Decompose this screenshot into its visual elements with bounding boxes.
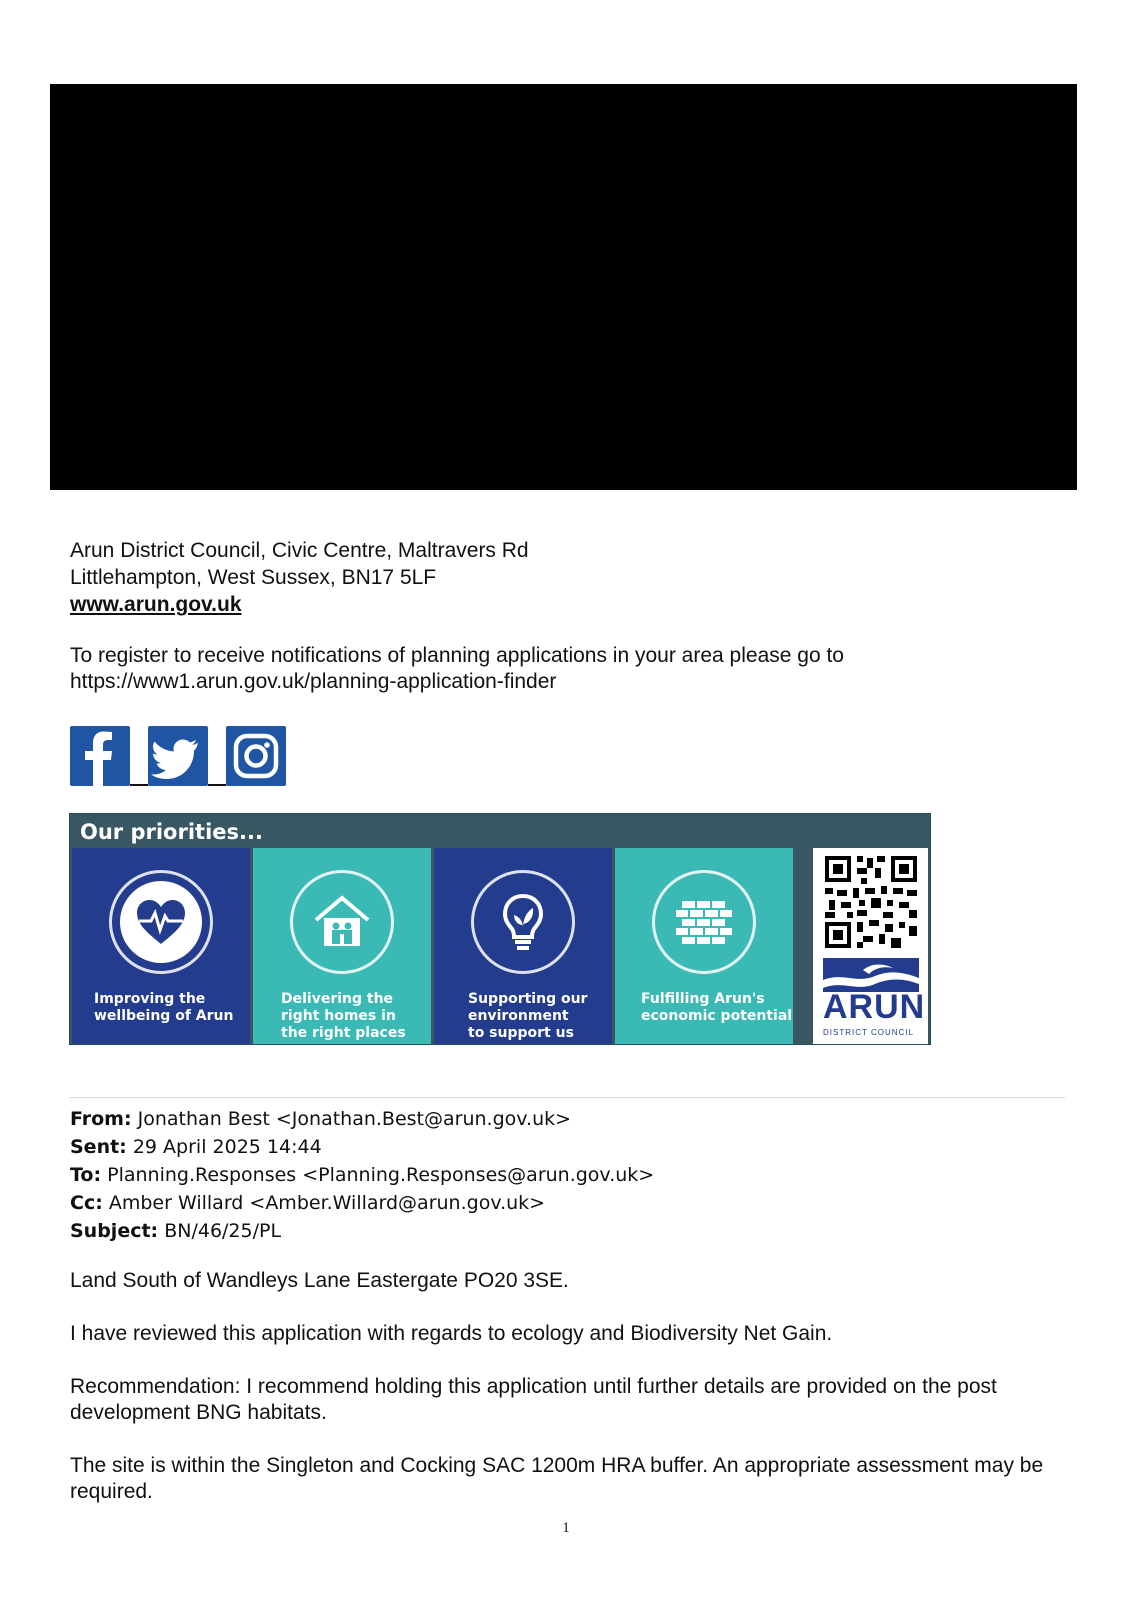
email-from: From: Jonathan Best <Jonathan.Best@arun.gov.uk>: [70, 1108, 572, 1130]
body-paragraph-2: I have reviewed this application with regards to ecology and Biodiversity Net Gain.: [70, 1322, 833, 1345]
body-paragraph-1: Land South of Wandleys Lane Eastergate PO20 3SE.: [70, 1269, 569, 1292]
priority-tile-economy: [615, 848, 793, 1044]
arun-logo-word: ARUN: [823, 988, 926, 1026]
priorities-banner: [69, 813, 931, 1045]
priority-tile-wellbeing: [72, 848, 250, 1044]
email-cc: Cc: Amber Willard <Amber.Willard@arun.gov.uk>: [70, 1192, 546, 1214]
arun-wave-logo-icon: [823, 958, 919, 992]
priority-label: Fulfilling Arun's economic potential: [641, 991, 793, 1024]
email-sent: Sent: 29 April 2025 14:44: [70, 1136, 322, 1158]
lightbulb-leaf-icon: [482, 881, 564, 963]
priority-label: Improving the wellbeing of Arun: [94, 991, 234, 1024]
email-header: [70, 1105, 654, 1245]
facebook-icon[interactable]: [70, 726, 130, 786]
instagram-icon[interactable]: [226, 726, 286, 786]
priority-tile-environment: [434, 848, 612, 1044]
planning-finder-link[interactable]: https://www1.arun.gov.uk/planning-application-finder: [70, 670, 557, 693]
priority-label: Delivering the right homes in the right places: [281, 991, 406, 1041]
priority-label: Supporting our environment to support us: [468, 991, 588, 1041]
qr-code-icon[interactable]: [823, 854, 919, 950]
email-subject: Subject: BN/46/25/PL: [70, 1220, 282, 1242]
page-number: 1: [562, 1520, 570, 1536]
priorities-title: Our priorities...: [80, 820, 263, 844]
house-family-icon: [301, 881, 383, 963]
body-paragraph-3: Recommendation: I recommend holding this application until further details are provided on the post development BNG habitats.: [70, 1375, 997, 1424]
divider: [69, 1097, 1065, 1098]
separator: [208, 784, 226, 786]
brick-wall-icon: [663, 881, 745, 963]
separator: [130, 784, 148, 786]
priority-tile-homes: [253, 848, 431, 1044]
heart-icon: [120, 881, 202, 963]
twitter-icon[interactable]: [148, 726, 208, 786]
email-to: To: Planning.Responses <Planning.Responses@arun.gov.uk>: [70, 1164, 655, 1186]
address-line-1: Arun District Council, Civic Centre, Maltravers Rd: [70, 539, 529, 562]
body-paragraph-4: The site is within the Singleton and Cocking SAC 1200m HRA buffer. An appropriate assessment may be required.: [70, 1454, 1044, 1503]
arun-logo-panel: [813, 848, 928, 1044]
arun-logo-subtitle: DISTRICT COUNCIL: [823, 1028, 914, 1037]
register-text: To register to receive notifications of planning applications in your area please go to: [70, 644, 844, 667]
register-notice: [70, 643, 844, 695]
address-line-2: Littlehampton, West Sussex, BN17 5LF: [70, 566, 437, 589]
website-link[interactable]: www.arun.gov.uk: [70, 593, 242, 616]
council-address: [70, 537, 529, 618]
social-links: [70, 722, 286, 786]
redacted-block: [50, 84, 1077, 490]
